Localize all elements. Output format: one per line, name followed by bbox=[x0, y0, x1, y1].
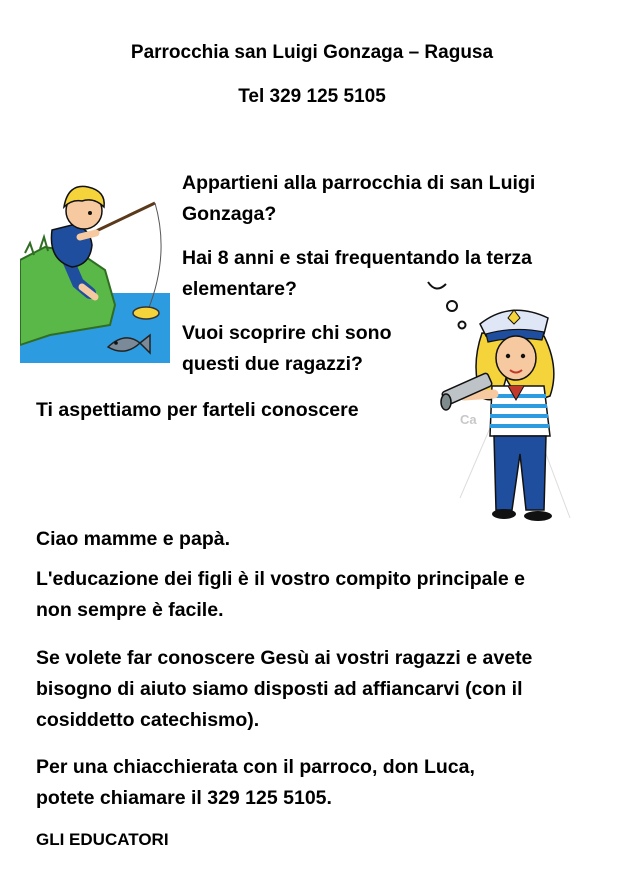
question-age-line1: Hai 8 anni e stai frequentando la terza bbox=[182, 247, 533, 269]
catechism-line1: Se volete far conoscere Gesù ai vostri ragazzi e avete bbox=[36, 647, 533, 669]
invite-text: Ti aspettiamo per farteli conoscere bbox=[36, 399, 359, 421]
contact-line1: Per una chiacchierata con il parroco, don Luca, bbox=[36, 756, 475, 778]
fishing-float bbox=[133, 307, 159, 319]
education-line1: L'educazione dei figli è il vostro compito principale e bbox=[36, 568, 525, 590]
watermark-text: Ca bbox=[460, 412, 477, 427]
education-line2: non sempre è facile. bbox=[36, 599, 224, 621]
thought-bubble-large bbox=[447, 301, 457, 311]
contact-line2: potete chiamare il 329 125 5105. bbox=[36, 787, 332, 809]
question-parish-line2: Gonzaga? bbox=[182, 203, 277, 225]
phone-number: Tel 329 125 5105 bbox=[238, 86, 386, 107]
question-discover-line1: Vuoi scoprire chi sono bbox=[182, 322, 392, 344]
catechism-line3: cosiddetto catechismo). bbox=[36, 709, 260, 731]
sailor-girl-illustration bbox=[420, 278, 580, 526]
parents-greeting: Ciao mamme e papà. bbox=[36, 528, 230, 550]
catechism-line2: bisogno di aiuto siamo disposti ad affiancarvi (con il bbox=[36, 678, 523, 700]
signature: GLI EDUCATORI bbox=[36, 830, 169, 849]
question-parish-line1: Appartieni alla parrocchia di san Luigi bbox=[182, 172, 536, 194]
thought-bubble-arc bbox=[428, 282, 446, 289]
question-discover-line2: questi due ragazzi? bbox=[182, 353, 363, 375]
parish-title: Parrocchia san Luigi Gonzaga – Ragusa bbox=[130, 42, 494, 63]
thought-bubble-small bbox=[459, 322, 466, 329]
fishing-boy-illustration bbox=[20, 175, 170, 365]
question-age-line2: elementare? bbox=[182, 278, 297, 300]
sailor-trousers bbox=[494, 436, 546, 510]
